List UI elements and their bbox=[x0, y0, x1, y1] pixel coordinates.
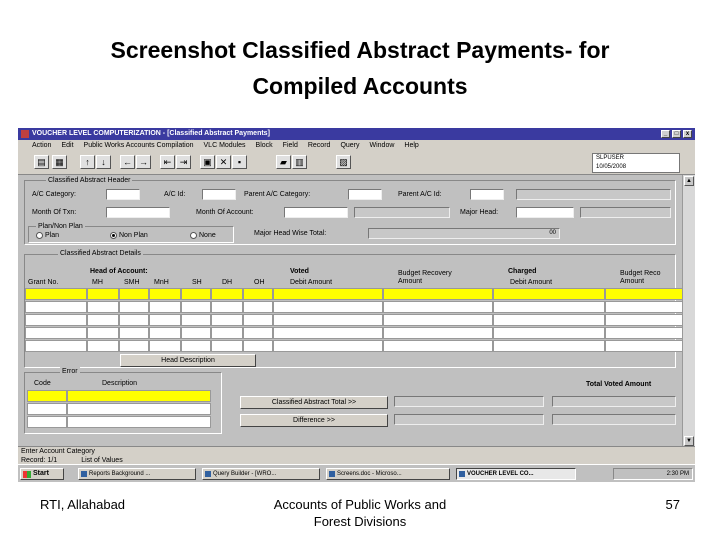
menu-public-works[interactable]: Public Works Accounts Compilation bbox=[83, 142, 194, 149]
error-row[interactable] bbox=[27, 390, 211, 402]
column-sh: SH bbox=[192, 279, 202, 286]
column-voted-debit-amount: Debit Amount bbox=[290, 279, 333, 286]
error-section-title: Error bbox=[62, 368, 78, 375]
application-screenshot bbox=[18, 128, 695, 482]
ac-id-label: A/C Id: bbox=[164, 191, 186, 198]
parent-ac-description-field bbox=[516, 189, 671, 200]
table-row[interactable] bbox=[25, 340, 695, 352]
column-mh: MH bbox=[92, 279, 103, 286]
month-of-txn-label: Month Of Txn: bbox=[32, 209, 77, 216]
delete-record-icon[interactable]: ✕ bbox=[216, 155, 231, 169]
app-icon bbox=[459, 471, 465, 477]
table-row[interactable] bbox=[25, 314, 695, 326]
user-info bbox=[592, 153, 680, 173]
major-head-description bbox=[580, 207, 671, 218]
table-row[interactable] bbox=[25, 301, 695, 313]
start-button[interactable]: Start bbox=[20, 468, 64, 480]
month-of-txn-field[interactable] bbox=[106, 207, 170, 218]
word-icon bbox=[329, 471, 335, 477]
parent-ac-id-field[interactable] bbox=[470, 189, 504, 200]
month-of-account-description bbox=[354, 207, 450, 218]
plan-label: Plan bbox=[45, 232, 60, 239]
none-radio[interactable] bbox=[190, 231, 216, 240]
error-row[interactable] bbox=[27, 416, 211, 428]
slide-title-line1: Screenshot Classified Abstract Payments- for bbox=[110, 37, 610, 63]
major-head-wise-total-label: Major Head Wise Total: bbox=[254, 230, 327, 237]
none-label: None bbox=[199, 232, 216, 239]
classified-total-voted-field bbox=[394, 396, 544, 407]
toolbar bbox=[18, 151, 695, 175]
column-oh: OH bbox=[254, 279, 265, 286]
menu-window[interactable]: Window bbox=[369, 142, 395, 149]
classified-total-charged-field bbox=[552, 396, 676, 407]
clear-icon[interactable]: ▪ bbox=[232, 155, 247, 169]
windows-logo-icon bbox=[23, 471, 31, 478]
month-of-account-field[interactable] bbox=[284, 207, 348, 218]
major-head-field[interactable] bbox=[516, 207, 574, 218]
window-title: VOUCHER LEVEL COMPUTERIZATION - [Classified Abstract Payments] bbox=[32, 130, 270, 137]
details-section-title: Classified Abstract Details bbox=[60, 250, 141, 257]
record-count: Record: 1/1 bbox=[21, 457, 58, 464]
ac-id-field[interactable] bbox=[202, 189, 236, 200]
table-row[interactable] bbox=[25, 288, 695, 300]
taskbar bbox=[18, 464, 695, 482]
arrow-right-icon[interactable]: → bbox=[136, 155, 151, 169]
scroll-up-icon[interactable]: ▲ bbox=[684, 176, 694, 186]
menu-edit[interactable]: Edit bbox=[61, 142, 74, 149]
footer-center-line2: Forest Divisions bbox=[313, 514, 407, 529]
parent-ac-category-label: Parent A/C Category: bbox=[244, 191, 311, 198]
print-icon[interactable]: ▦ bbox=[52, 155, 67, 169]
budget-reco-header: Budget Reco bbox=[620, 270, 661, 277]
status-bar bbox=[18, 446, 695, 464]
table-row[interactable] bbox=[25, 327, 695, 339]
vertical-scrollbar[interactable] bbox=[682, 175, 695, 447]
footer-center bbox=[240, 496, 480, 530]
close-icon[interactable]: x bbox=[683, 130, 692, 138]
window-titlebar bbox=[18, 128, 695, 140]
arrow-down-icon[interactable]: ↓ bbox=[96, 155, 111, 169]
app-icon bbox=[21, 130, 29, 138]
plan-radio[interactable] bbox=[36, 231, 59, 240]
status-message: Enter Account Category bbox=[21, 448, 95, 455]
help-icon[interactable]: ▨ bbox=[336, 155, 351, 169]
task-reports-background[interactable]: Reports Background ... bbox=[78, 468, 196, 480]
app-icon bbox=[205, 471, 211, 477]
arrow-up-icon[interactable]: ↑ bbox=[80, 155, 95, 169]
non-plan-radio[interactable] bbox=[110, 231, 148, 240]
plan-group-label: Plan/Non Plan bbox=[38, 223, 83, 230]
ac-category-label: A/C Category: bbox=[32, 191, 76, 198]
difference-button[interactable]: Difference >> bbox=[240, 414, 388, 427]
total-voted-amount-label: Total Voted Amount bbox=[586, 381, 652, 388]
menu-action[interactable]: Action bbox=[32, 142, 52, 149]
user-name: SLPUSER bbox=[596, 155, 625, 161]
menu-record[interactable]: Record bbox=[307, 142, 331, 149]
page-number: 57 bbox=[665, 497, 680, 512]
save-icon[interactable]: ▤ bbox=[34, 155, 49, 169]
minimize-icon[interactable]: _ bbox=[661, 130, 670, 138]
arrow-left-icon[interactable]: ← bbox=[120, 155, 135, 169]
budget-recovery-sub-header: Amount bbox=[398, 278, 423, 285]
error-row[interactable] bbox=[27, 403, 211, 415]
head-description-button[interactable]: Head Description bbox=[120, 354, 256, 367]
classified-abstract-total-button[interactable]: Classified Abstract Total >> bbox=[240, 396, 388, 409]
task-voucher-level[interactable]: VOUCHER LEVEL CO... bbox=[456, 468, 576, 480]
major-head-label: Major Head: bbox=[460, 209, 499, 216]
folder-icon[interactable]: ▰ bbox=[276, 155, 291, 169]
non-plan-radio-icon[interactable] bbox=[110, 232, 117, 239]
budget-reco-sub-header: Amount bbox=[620, 278, 645, 285]
list-of-values-hint: List of Values bbox=[81, 457, 123, 464]
app-icon bbox=[81, 471, 87, 477]
plan-radio-icon[interactable] bbox=[36, 232, 43, 239]
first-record-icon[interactable]: ⇤ bbox=[160, 155, 175, 169]
list-icon[interactable]: ▥ bbox=[292, 155, 307, 169]
window-controls bbox=[661, 130, 692, 138]
column-mnh: MnH bbox=[154, 279, 169, 286]
column-charged-debit-amount: Debit Amount bbox=[510, 279, 553, 286]
maximize-icon[interactable]: □ bbox=[672, 130, 681, 138]
voted-header: Voted bbox=[290, 268, 309, 275]
month-of-account-label: Month Of Account: bbox=[196, 209, 254, 216]
none-radio-icon[interactable] bbox=[190, 232, 197, 239]
system-tray bbox=[613, 468, 693, 480]
menu-field[interactable]: Field bbox=[282, 142, 298, 149]
column-dh: DH bbox=[222, 279, 233, 286]
parent-ac-category-field[interactable] bbox=[348, 189, 382, 200]
task-screens-doc[interactable]: Screens.doc - Microso... bbox=[326, 468, 450, 480]
parent-ac-id-label: Parent A/C Id: bbox=[398, 191, 442, 198]
task-query-builder[interactable]: Query Builder - [WRO... bbox=[202, 468, 320, 480]
menu-bar bbox=[18, 140, 695, 151]
menu-help[interactable]: Help bbox=[404, 142, 419, 149]
header-section-title: Classified Abstract Header bbox=[48, 177, 131, 184]
column-smh: SMH bbox=[124, 279, 140, 286]
major-head-wise-total-field: 00 bbox=[368, 228, 560, 239]
slide-title-line2: Compiled Accounts bbox=[252, 73, 468, 99]
last-record-icon[interactable]: ⇥ bbox=[176, 155, 191, 169]
difference-charged-field bbox=[552, 414, 676, 425]
insert-record-icon[interactable]: ▣ bbox=[200, 155, 215, 169]
scroll-down-icon[interactable]: ▼ bbox=[684, 436, 694, 446]
ac-category-field[interactable] bbox=[106, 189, 140, 200]
budget-recovery-header: Budget Recovery bbox=[398, 270, 452, 277]
error-code-header: Code bbox=[34, 380, 51, 387]
footer-left: RTI, Allahabad bbox=[40, 497, 126, 512]
footer-center-line1: Accounts of Public Works and bbox=[273, 497, 447, 512]
session-date: 10/05/2008 bbox=[596, 164, 627, 170]
clock: 2:30 PM bbox=[666, 471, 689, 477]
difference-voted-field bbox=[394, 414, 544, 425]
non-plan-label: Non Plan bbox=[119, 232, 148, 239]
menu-query[interactable]: Query bbox=[340, 142, 360, 149]
column-grant-no: Grant No. bbox=[28, 279, 59, 286]
error-description-header: Description bbox=[102, 380, 138, 387]
head-of-account-header: Head of Account: bbox=[90, 268, 148, 275]
menu-block[interactable]: Block bbox=[255, 142, 273, 149]
menu-vlc-modules[interactable]: VLC Modules bbox=[203, 142, 246, 149]
charged-header: Charged bbox=[508, 268, 537, 275]
